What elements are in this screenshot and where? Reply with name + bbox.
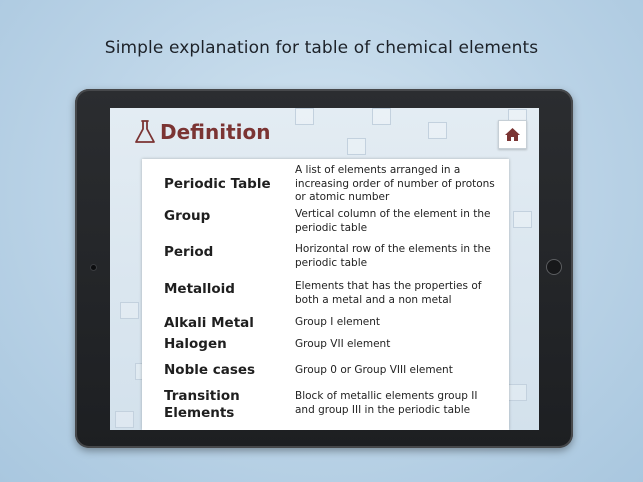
- definition-text: Group VII element: [295, 338, 391, 350]
- home-icon: [504, 127, 521, 142]
- background-tile: [120, 302, 139, 319]
- term-label: Alkali Metal: [164, 315, 254, 331]
- home-button[interactable]: [498, 120, 527, 149]
- background-tile: [508, 384, 527, 401]
- tablet-frame: [75, 89, 573, 448]
- term-label: Transition Elements: [164, 388, 240, 421]
- camera: [91, 265, 96, 270]
- flask-icon: [134, 119, 156, 145]
- definition-text: A list of elements arranged in a increasing order of number of protons or atomic number: [295, 164, 495, 203]
- term-label: Periodic Table: [164, 176, 271, 192]
- hardware-home-button[interactable]: [546, 259, 562, 275]
- background-tile: [347, 138, 366, 155]
- page-title: Definition: [160, 120, 271, 144]
- app-screen: [110, 108, 539, 430]
- definition-text: Group 0 or Group VIII element: [295, 364, 453, 376]
- background-tile: [513, 211, 532, 228]
- definition-text: Elements that has the properties of both a metal and a non metal: [295, 280, 482, 306]
- term-label: Metalloid: [164, 281, 235, 297]
- term-label: Group: [164, 208, 211, 224]
- promo-caption: Simple explanation for table of chemical elements: [104, 38, 539, 58]
- term-label: Period: [164, 244, 214, 260]
- background-tile: [295, 108, 314, 125]
- definition-text: Group I element: [295, 316, 381, 328]
- definitions-list: [142, 159, 509, 430]
- background-tile: [115, 411, 134, 428]
- definition-text: Block of metallic elements group II and group III in the periodic table: [295, 390, 478, 416]
- definition-text: Horizontal row of the elements in the periodic table: [295, 243, 491, 269]
- definition-text: Vertical column of the element in the periodic table: [295, 208, 491, 234]
- background-tile: [428, 122, 447, 139]
- term-label: Halogen: [164, 336, 227, 352]
- background-tile: [372, 108, 391, 125]
- term-label: Noble cases: [164, 362, 256, 378]
